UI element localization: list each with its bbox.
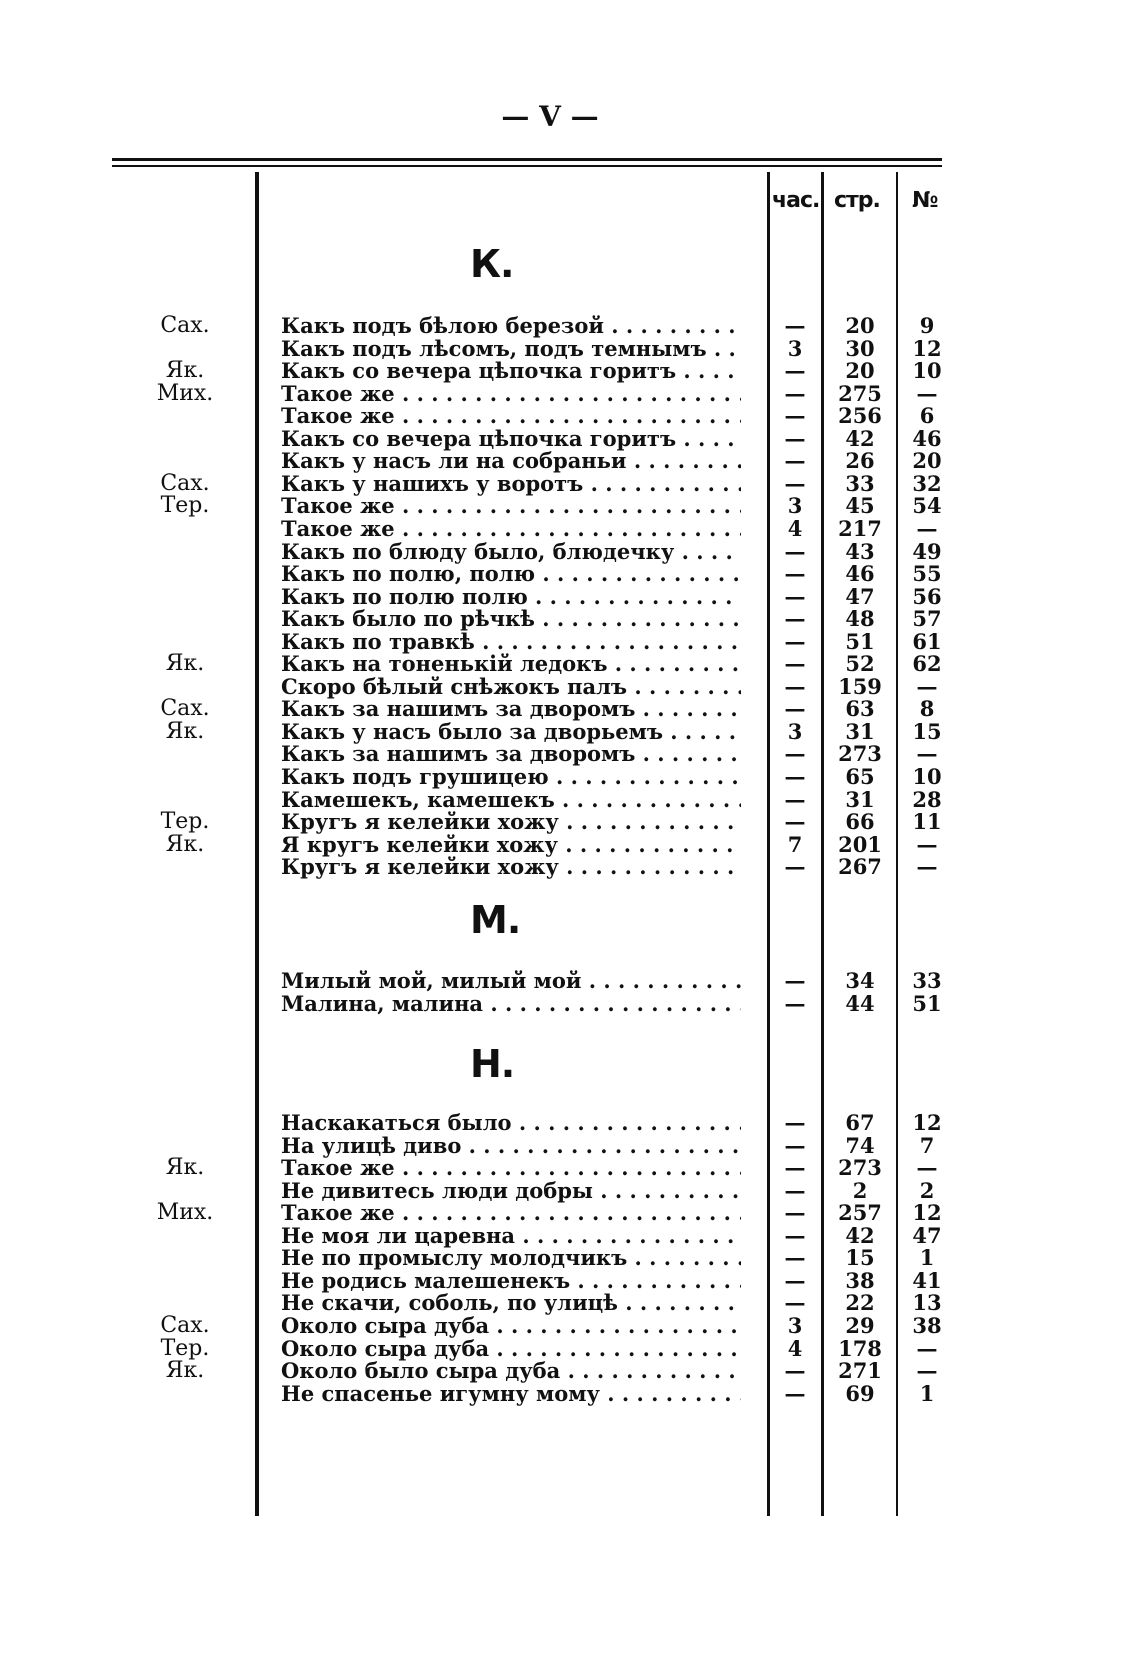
row-page: 42 bbox=[845, 426, 875, 451]
index-row bbox=[0, 1291, 1140, 1315]
index-row bbox=[0, 1111, 1140, 1135]
row-number: 7 bbox=[919, 1133, 935, 1158]
index-row bbox=[0, 855, 1140, 879]
index-row bbox=[0, 1156, 1140, 1180]
row-number: — bbox=[916, 854, 938, 879]
row-hours: — bbox=[784, 651, 806, 676]
row-title: Какъ по полю, полю . . . bbox=[281, 562, 741, 586]
row-number: 62 bbox=[912, 651, 942, 676]
row-number: 38 bbox=[912, 1313, 942, 1338]
index-row bbox=[0, 540, 1140, 564]
row-number: 57 bbox=[912, 606, 942, 631]
row-hours: — bbox=[784, 629, 806, 654]
row-number: 9 bbox=[919, 313, 935, 338]
column-header-number: № bbox=[912, 188, 938, 213]
row-page: 257 bbox=[838, 1200, 882, 1225]
index-row bbox=[0, 1359, 1140, 1383]
row-page: 275 bbox=[838, 381, 882, 406]
row-hours: — bbox=[784, 854, 806, 879]
row-number: 54 bbox=[912, 493, 942, 518]
row-title: Какъ подъ бѣлою березой . . . bbox=[281, 314, 741, 338]
index-row bbox=[0, 427, 1140, 451]
row-title: Не дивитесь люди добры . . . bbox=[281, 1179, 741, 1203]
row-hours: — bbox=[784, 448, 806, 473]
row-hours: — bbox=[784, 1268, 806, 1293]
index-row bbox=[0, 382, 1140, 406]
row-sigla: Як. bbox=[165, 1358, 205, 1383]
row-number: 11 bbox=[912, 809, 942, 834]
row-number: — bbox=[916, 832, 938, 857]
column-header-page: стр. bbox=[834, 188, 880, 213]
row-hours: 3 bbox=[787, 493, 803, 518]
row-hours: — bbox=[784, 358, 806, 383]
row-page: 178 bbox=[838, 1336, 882, 1361]
row-number: 10 bbox=[912, 764, 942, 789]
row-sigla: Як. bbox=[165, 832, 205, 857]
section-letter: М. bbox=[470, 898, 521, 942]
row-hours: — bbox=[784, 539, 806, 564]
row-sigla: Сах. bbox=[160, 1313, 210, 1338]
header-rule-thin bbox=[112, 165, 942, 167]
row-page: 69 bbox=[845, 1381, 875, 1406]
row-sigla: Тер. bbox=[160, 1336, 210, 1361]
row-number: — bbox=[916, 741, 938, 766]
row-sigla: Сах. bbox=[160, 696, 210, 721]
row-number: 46 bbox=[912, 426, 942, 451]
row-number: — bbox=[916, 516, 938, 541]
row-hours: — bbox=[784, 741, 806, 766]
row-hours: — bbox=[784, 787, 806, 812]
row-number: 2 bbox=[919, 1178, 935, 1203]
row-hours: — bbox=[784, 1245, 806, 1270]
row-title: Около сыра дуба . . . bbox=[281, 1314, 741, 1338]
index-row bbox=[0, 359, 1140, 383]
row-page: 44 bbox=[845, 991, 875, 1016]
index-row bbox=[0, 494, 1140, 518]
row-page: 159 bbox=[838, 674, 882, 699]
index-row bbox=[0, 992, 1140, 1016]
page-number: — V — bbox=[501, 100, 599, 133]
row-title: Какъ подъ грушицею . . . bbox=[281, 765, 741, 789]
index-row bbox=[0, 697, 1140, 721]
row-title: Камешекъ, камешекъ . . . bbox=[281, 788, 741, 812]
index-row bbox=[0, 1382, 1140, 1406]
row-number: 49 bbox=[912, 539, 942, 564]
row-title: Такое же . . . bbox=[281, 494, 741, 518]
row-number: 6 bbox=[919, 403, 935, 428]
row-page: 34 bbox=[845, 968, 875, 993]
row-hours: 4 bbox=[787, 1336, 803, 1361]
row-number: 41 bbox=[912, 1268, 942, 1293]
index-row bbox=[0, 449, 1140, 473]
index-row bbox=[0, 1224, 1140, 1248]
index-row bbox=[0, 720, 1140, 744]
row-page: 63 bbox=[845, 696, 875, 721]
row-sigla: Як. bbox=[165, 358, 205, 383]
index-row bbox=[0, 517, 1140, 541]
row-title: Такое же . . . bbox=[281, 1156, 741, 1180]
row-page: 2 bbox=[852, 1178, 868, 1203]
row-number: — bbox=[916, 381, 938, 406]
row-number: 32 bbox=[912, 471, 942, 496]
row-title: Наскакаться было . . . bbox=[281, 1111, 741, 1135]
column-header-hours: час. bbox=[772, 188, 820, 213]
row-page: 15 bbox=[845, 1245, 875, 1270]
row-page: 65 bbox=[845, 764, 875, 789]
row-page: 52 bbox=[845, 651, 875, 676]
row-sigla: Як. bbox=[165, 651, 205, 676]
row-hours: — bbox=[784, 809, 806, 834]
row-hours: — bbox=[784, 1381, 806, 1406]
index-row bbox=[0, 1269, 1140, 1293]
row-page: 43 bbox=[845, 539, 875, 564]
row-title: Малина, малина . . . bbox=[281, 992, 741, 1016]
section-letter: К. bbox=[470, 242, 514, 286]
row-title: Такое же . . . bbox=[281, 517, 741, 541]
row-hours: — bbox=[784, 1200, 806, 1225]
row-number: 1 bbox=[919, 1381, 935, 1406]
row-page: 273 bbox=[838, 1155, 882, 1180]
row-sigla: Мих. bbox=[156, 381, 214, 406]
row-hours: — bbox=[784, 1178, 806, 1203]
index-row bbox=[0, 562, 1140, 586]
row-title: Какъ у нашихъ у воротъ . . . bbox=[281, 472, 741, 496]
row-title: Какъ по блюду было, блюдечку . . . bbox=[281, 540, 741, 564]
row-hours: — bbox=[784, 1155, 806, 1180]
row-page: 20 bbox=[845, 313, 875, 338]
row-hours: — bbox=[784, 1223, 806, 1248]
row-title: Около было сыра дуба . . . bbox=[281, 1359, 741, 1383]
row-title: Не моя ли царевна . . . bbox=[281, 1224, 741, 1248]
header-rule-thick bbox=[112, 158, 942, 161]
row-hours: — bbox=[784, 674, 806, 699]
row-title: Такое же . . . bbox=[281, 1201, 741, 1225]
row-hours: 3 bbox=[787, 719, 803, 744]
row-page: 26 bbox=[845, 448, 875, 473]
row-hours: — bbox=[784, 1133, 806, 1158]
row-title: Не по промыслу молодчикъ . . . bbox=[281, 1246, 741, 1270]
row-title: Какъ за нашимъ за дворомъ . . . bbox=[281, 697, 741, 721]
row-page: 256 bbox=[838, 403, 882, 428]
row-hours: — bbox=[784, 991, 806, 1016]
row-hours: — bbox=[784, 381, 806, 406]
row-sigla: Тер. bbox=[160, 493, 210, 518]
row-sigla: Сах. bbox=[160, 313, 210, 338]
index-row bbox=[0, 404, 1140, 428]
row-hours: — bbox=[784, 968, 806, 993]
row-page: 67 bbox=[845, 1110, 875, 1135]
row-page: 22 bbox=[845, 1290, 875, 1315]
row-title: Какъ по полю полю . . . bbox=[281, 585, 741, 609]
row-hours: — bbox=[784, 561, 806, 586]
row-page: 48 bbox=[845, 606, 875, 631]
row-number: 51 bbox=[912, 991, 942, 1016]
row-title: Около сыра дуба . . . bbox=[281, 1337, 741, 1361]
index-row bbox=[0, 1246, 1140, 1270]
row-hours: — bbox=[784, 1290, 806, 1315]
row-hours: — bbox=[784, 696, 806, 721]
row-title: Скоро бѣлый снѣжокъ палъ . . . bbox=[281, 675, 741, 699]
row-hours: — bbox=[784, 313, 806, 338]
row-number: 12 bbox=[912, 1200, 942, 1225]
row-number: 10 bbox=[912, 358, 942, 383]
row-number: 55 bbox=[912, 561, 942, 586]
index-row bbox=[0, 765, 1140, 789]
row-page: 271 bbox=[838, 1358, 882, 1383]
row-number: 20 bbox=[912, 448, 942, 473]
row-number: 28 bbox=[912, 787, 942, 812]
row-page: 74 bbox=[845, 1133, 875, 1158]
index-row bbox=[0, 1201, 1140, 1225]
row-title: Какъ на тоненькій ледокъ . . . bbox=[281, 652, 741, 676]
index-row bbox=[0, 607, 1140, 631]
index-row bbox=[0, 585, 1140, 609]
row-page: 30 bbox=[845, 336, 875, 361]
row-title: Не спасенье игумну мому . . . bbox=[281, 1382, 741, 1406]
index-row bbox=[0, 969, 1140, 993]
index-row bbox=[0, 810, 1140, 834]
row-hours: — bbox=[784, 426, 806, 451]
row-number: 33 bbox=[912, 968, 942, 993]
row-hours: — bbox=[784, 403, 806, 428]
row-hours: — bbox=[784, 1358, 806, 1383]
row-page: 273 bbox=[838, 741, 882, 766]
row-number: 15 bbox=[912, 719, 942, 744]
row-title: Какъ у насъ ли на собраньи . . . bbox=[281, 449, 741, 473]
row-page: 29 bbox=[845, 1313, 875, 1338]
row-title: Кругъ я келейки хожу . . . bbox=[281, 855, 741, 879]
row-number: 8 bbox=[919, 696, 935, 721]
row-hours: — bbox=[784, 1110, 806, 1135]
row-title: Такое же . . . bbox=[281, 404, 741, 428]
row-page: 46 bbox=[845, 561, 875, 586]
index-row bbox=[0, 1314, 1140, 1338]
row-title: Я кругъ келейки хожу . . . bbox=[281, 833, 741, 857]
row-number: 56 bbox=[912, 584, 942, 609]
row-page: 38 bbox=[845, 1268, 875, 1293]
row-title: Какъ у насъ было за дворьемъ . . . bbox=[281, 720, 741, 744]
row-title: Какъ за нашимъ за дворомъ . . . bbox=[281, 742, 741, 766]
row-page: 31 bbox=[845, 719, 875, 744]
row-hours: — bbox=[784, 606, 806, 631]
row-title: Какъ со вечера цѣпочка горитъ . . . bbox=[281, 359, 741, 383]
row-page: 20 bbox=[845, 358, 875, 383]
row-title: На улицѣ диво . . . bbox=[281, 1134, 741, 1158]
index-row bbox=[0, 742, 1140, 766]
row-page: 31 bbox=[845, 787, 875, 812]
row-hours: — bbox=[784, 584, 806, 609]
row-page: 217 bbox=[838, 516, 882, 541]
row-number: 13 bbox=[912, 1290, 942, 1315]
row-title: Не родись малешенекъ . . . bbox=[281, 1269, 741, 1293]
row-sigla: Мих. bbox=[156, 1200, 214, 1225]
row-number: 12 bbox=[912, 1110, 942, 1135]
row-sigla: Сах. bbox=[160, 471, 210, 496]
row-number: 1 bbox=[919, 1245, 935, 1270]
row-title: Какъ было по рѣчкѣ . . . bbox=[281, 607, 741, 631]
row-title: Не скачи, соболь, по улицѣ . . . bbox=[281, 1291, 741, 1315]
row-number: 47 bbox=[912, 1223, 942, 1248]
row-page: 51 bbox=[845, 629, 875, 654]
row-title: Милый мой, милый мой . . . bbox=[281, 969, 741, 993]
row-page: 42 bbox=[845, 1223, 875, 1248]
row-page: 66 bbox=[845, 809, 875, 834]
row-sigla: Тер. bbox=[160, 809, 210, 834]
row-hours: — bbox=[784, 764, 806, 789]
row-page: 45 bbox=[845, 493, 875, 518]
section-letter: Н. bbox=[470, 1042, 515, 1086]
index-row bbox=[0, 833, 1140, 857]
row-title: Какъ со вечера цѣпочка горитъ . . . bbox=[281, 427, 741, 451]
row-page: 201 bbox=[838, 832, 882, 857]
index-row bbox=[0, 314, 1140, 338]
row-hours: 7 bbox=[787, 832, 803, 857]
row-sigla: Як. bbox=[165, 719, 205, 744]
row-title: Какъ по травкѣ . . . bbox=[281, 630, 741, 654]
row-page: 267 bbox=[838, 854, 882, 879]
row-hours: — bbox=[784, 471, 806, 496]
index-row bbox=[0, 652, 1140, 676]
row-number: 12 bbox=[912, 336, 942, 361]
row-number: — bbox=[916, 1155, 938, 1180]
row-hours: 4 bbox=[787, 516, 803, 541]
row-title: Кругъ я келейки хожу . . . bbox=[281, 810, 741, 834]
row-hours: 3 bbox=[787, 1313, 803, 1338]
row-page: 33 bbox=[845, 471, 875, 496]
row-title: Такое же . . . bbox=[281, 382, 741, 406]
row-title: Какъ подъ лѣсомъ, подъ темнымъ . . . bbox=[281, 337, 741, 361]
row-number: 61 bbox=[912, 629, 942, 654]
row-number: — bbox=[916, 1358, 938, 1383]
row-page: 47 bbox=[845, 584, 875, 609]
row-number: — bbox=[916, 1336, 938, 1361]
row-hours: 3 bbox=[787, 336, 803, 361]
row-sigla: Як. bbox=[165, 1155, 205, 1180]
row-number: — bbox=[916, 674, 938, 699]
